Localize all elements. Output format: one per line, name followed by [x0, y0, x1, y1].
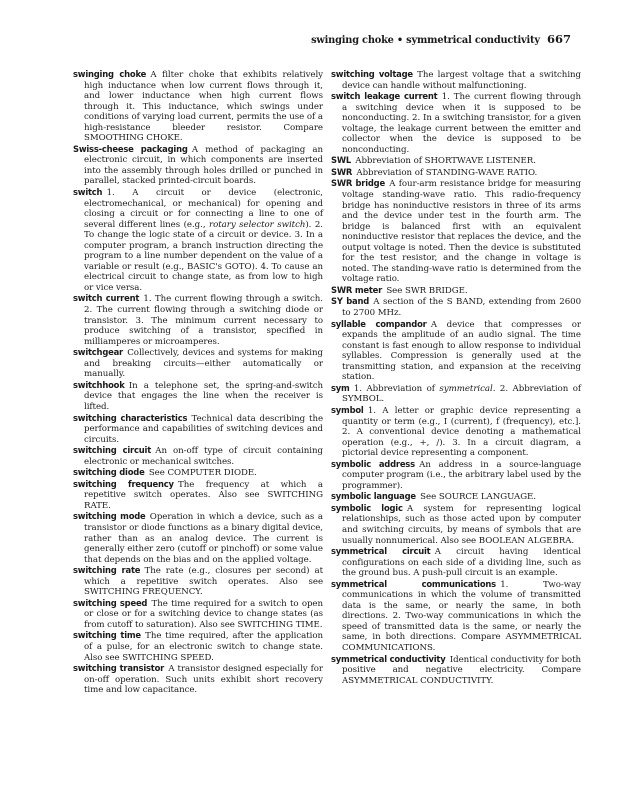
entry-term: switching rate — [73, 565, 141, 576]
entry-definition: Collectively, devices and systems for making and breaking circuits—either automatically or manually. — [84, 348, 323, 380]
entry-definition: 1. A circuit or device (electronic, electromechanical, or mechanical) for opening and closing a circuit or for connecting a line to one of several different lines (e.g., rotary selector switch). 2. To change the logic state of a circuit or device. 3. In a computer program, a branch instruction directing the program to a line number dependent on the value of a variable or result (e.g., BASIC's GOTO). 4. To cause an electrical circuit to change state, as from low to high or vice versa. — [84, 188, 323, 293]
dictionary-entry — [331, 155, 581, 167]
entry-term: sym — [331, 382, 350, 393]
entry-definition: A device that compresses or expands the amplitude of an audio signal. The time constant is fast enough to allow response to individual syllables. Compression is generally used at the transmitting station, and expansion at the receiving station. — [342, 319, 581, 383]
entry-definition: An on-off type of circuit containing electronic or mechanical switches. — [84, 446, 323, 467]
entry-definition: Technical data describing the performance and capabilities of switching devices and circuits. — [84, 413, 324, 445]
dictionary-entry — [73, 598, 323, 631]
entry-term: switching mode — [73, 511, 146, 522]
entry-definition: Identical conductivity for both positive and negative electricity. Compare ASYMMETRICAL CONDUCTIVITY. — [342, 654, 581, 686]
dictionary-entry — [331, 285, 581, 297]
dictionary-entry — [73, 293, 323, 347]
entry-definition: Abbreviation of SHORTWAVE LISTENER. — [351, 156, 536, 167]
page-number: 667 — [546, 32, 571, 46]
entry-term: SWR — [331, 166, 353, 177]
entry-term: switch current — [73, 293, 140, 304]
entry-definition: See COMPUTER DIODE. — [144, 468, 257, 479]
entry-definition: Operation in which a device, such as a transistor or diode functions as a binary digital device, rather than as an analog device. The current is generally either zero (cutoff or pinchoff) or some value that depends on the bias and on the applied voltage. — [84, 512, 323, 565]
entry-definition: See SOURCE LANGUAGE. — [415, 492, 536, 503]
dictionary-entry — [331, 69, 581, 91]
right-column — [331, 69, 581, 686]
dictionary-entry — [331, 296, 581, 318]
entry-definition: A system for representing logical relationships, such as those acted upon by computer and switching circuits, by means of symbols that are usually nonnumerical. Also see BOOLEAN ALGEBRA. — [342, 503, 581, 546]
entry-definition: An address in a source-language computer program (i.e., the arbitrary label used by the programmer). — [342, 459, 581, 491]
dictionary-entry — [331, 91, 581, 155]
dictionary-entry — [331, 491, 581, 503]
entry-term: switching circuit — [73, 445, 151, 456]
entry-definition: Abbreviation of STANDING-WAVE RATIO. — [352, 167, 538, 178]
entry-definition: 1. The current flowing through a switch. 2. The current flowing through a switching diode or transistor. 3. The minimum current necessary to produce switching of a transistor, specified in milliamperes or microamperes. — [84, 294, 323, 347]
entry-definition: A filter choke that exhibits relatively high inductance when low current flows through it, and lower inductance when high current flows through it. This inductance, which swings under conditions of varying load current, permits the use of a high-resistance bleeder resistor. Compare SMOOTHING CHOKE. — [84, 70, 324, 144]
dictionary-entry — [331, 167, 581, 179]
entry-definition: See SWR BRIDGE. — [382, 285, 468, 296]
dictionary-entry — [73, 413, 323, 446]
dictionary-entry — [331, 546, 581, 579]
dictionary-entry — [331, 178, 581, 284]
entry-term: switch leakage current — [331, 91, 438, 102]
dictionary-entry — [331, 579, 581, 654]
entry-term: syllable compandor — [331, 318, 427, 329]
entry-definition: A section of the S BAND, extending from 2600 to 2700 MHz. — [342, 297, 582, 319]
entry-term: switching characteristics — [73, 412, 188, 423]
dictionary-entry — [73, 144, 323, 187]
dictionary-entry — [331, 405, 581, 459]
entry-term: SWR meter — [331, 284, 383, 295]
dictionary-entry — [331, 459, 581, 492]
entry-term: symbol — [331, 404, 364, 415]
entry-term: switching transistor — [73, 663, 165, 674]
running-header — [311, 32, 571, 46]
entry-term: symbolic logic — [331, 502, 403, 513]
entry-term: switching voltage — [331, 69, 413, 79]
dictionary-entry — [73, 663, 323, 696]
entry-term: symmetrical communications — [331, 578, 496, 589]
entry-definition: 1. The current flowing through a switching device when it is supposed to be nonconducting. 2. In a switching transistor, for a given voltage, the leakage current between the emitter and collector when the device is supposed to be nonconducting. — [342, 92, 581, 155]
dictionary-entry — [73, 479, 323, 512]
left-column — [73, 69, 323, 696]
dictionary-entry — [73, 445, 323, 467]
entry-term: switching diode — [73, 467, 145, 478]
dictionary-entry — [73, 467, 323, 479]
dictionary-entry — [331, 319, 581, 383]
entry-term: symbolic address — [331, 458, 415, 469]
entry-definition: In a telephone set, the spring-and-switch device that engages the line when the receiver is lifted. — [84, 380, 323, 412]
entry-definition: The rate (e.g., closures per second) at which a repetitive switch operates. Also see SWITCHING FREQUENCY. — [84, 566, 323, 598]
dictionary-entry — [331, 503, 581, 546]
entry-definition: A four-arm resistance bridge for measuring voltage standing-wave ratio. This radio-frequency bridge has noninductive resistors in three of its arms and the device under test in the fourth arm. The bridge is balanced first with an equivalent noninductive resistor that replaces the device, and the output voltage is noted. Then the device is substituted for the test resistor, and the change in voltage is noted. The standing-wave ratio is determined from the voltage ratio. — [342, 179, 581, 285]
entry-definition: The time required for a switch to open or close or for a switching device to change states (as from cutoff to saturation). Also see SWITCHING TIME. — [84, 598, 323, 630]
running-head: swinging choke • symmetrical conductivity — [311, 35, 540, 46]
entry-term: symmetrical circuit — [331, 546, 431, 557]
entry-term: swinging choke — [73, 69, 147, 79]
entry-definition: A circuit having identical configurations on each side of a dividing line, such as the ground bus. A push-pull circuit is an example. — [342, 547, 581, 579]
entry-term: switchhook — [73, 379, 125, 390]
entry-term: switching speed — [73, 597, 148, 608]
dictionary-entry — [73, 347, 323, 380]
entry-definition: The time required, after the application of a pulse, for an electronic switch to change state. Also see SWITCHING SPEED. — [84, 631, 323, 663]
dictionary-entry — [331, 383, 581, 405]
entry-term: switchgear — [73, 347, 123, 358]
entry-definition: The frequency at which a repetitive switch operates. Also see SWITCHING RATE. — [84, 479, 323, 511]
entry-term: symmetrical conductivity — [331, 653, 446, 664]
entry-definition: 1. A letter or graphic device representing a quantity or term (e.g., I (current), f (frequency), etc.]. 2. A conventional device denoting a mathematical operation (e.g., +, /). 3. In a circuit diagram, a pictorial device representing a component. — [342, 405, 581, 459]
dictionary-entry — [73, 380, 323, 413]
entry-term: SWR bridge — [331, 178, 385, 189]
entry-term: switching time — [73, 630, 141, 641]
entry-term: symbolic language — [331, 491, 416, 502]
entry-term: switch — [73, 187, 103, 198]
dictionary-entry — [331, 654, 581, 687]
dictionary-entry — [73, 565, 323, 598]
entry-definition: 1. Two-way communications in which the volume of transmitted data is the same, or nearly the same, in both directions. 2. Two-way communications in which the speed of transmitted data is the same, or nearly the same, in both directions. Compare ASYMMETRICAL COMMUNICATIONS. — [342, 579, 581, 653]
entry-definition: The largest voltage that a switching device can handle without malfunctioning. — [342, 70, 581, 91]
entry-definition: A method of packaging an electronic circuit, in which components are inserted into the assembly through holes drilled or punched in parallel, stacked printed-circuit boards. — [84, 144, 323, 187]
entry-definition: A transistor designed especially for on-off operation. Such units exhibit short recovery time and low capacitance. — [84, 664, 323, 696]
entry-term: SWL — [331, 155, 352, 166]
entry-definition: 1. Abbreviation of symmetrical. 2. Abbreviation of SYMBOL. — [342, 383, 581, 405]
dictionary-entry — [73, 511, 323, 565]
entry-term: SY band — [331, 296, 370, 307]
dictionary-entry — [73, 187, 323, 293]
entry-term: Swiss-cheese packaging — [73, 143, 188, 154]
entry-term: switching frequency — [73, 478, 174, 489]
dictionary-entry — [73, 630, 323, 663]
dictionary-entry — [73, 69, 323, 144]
